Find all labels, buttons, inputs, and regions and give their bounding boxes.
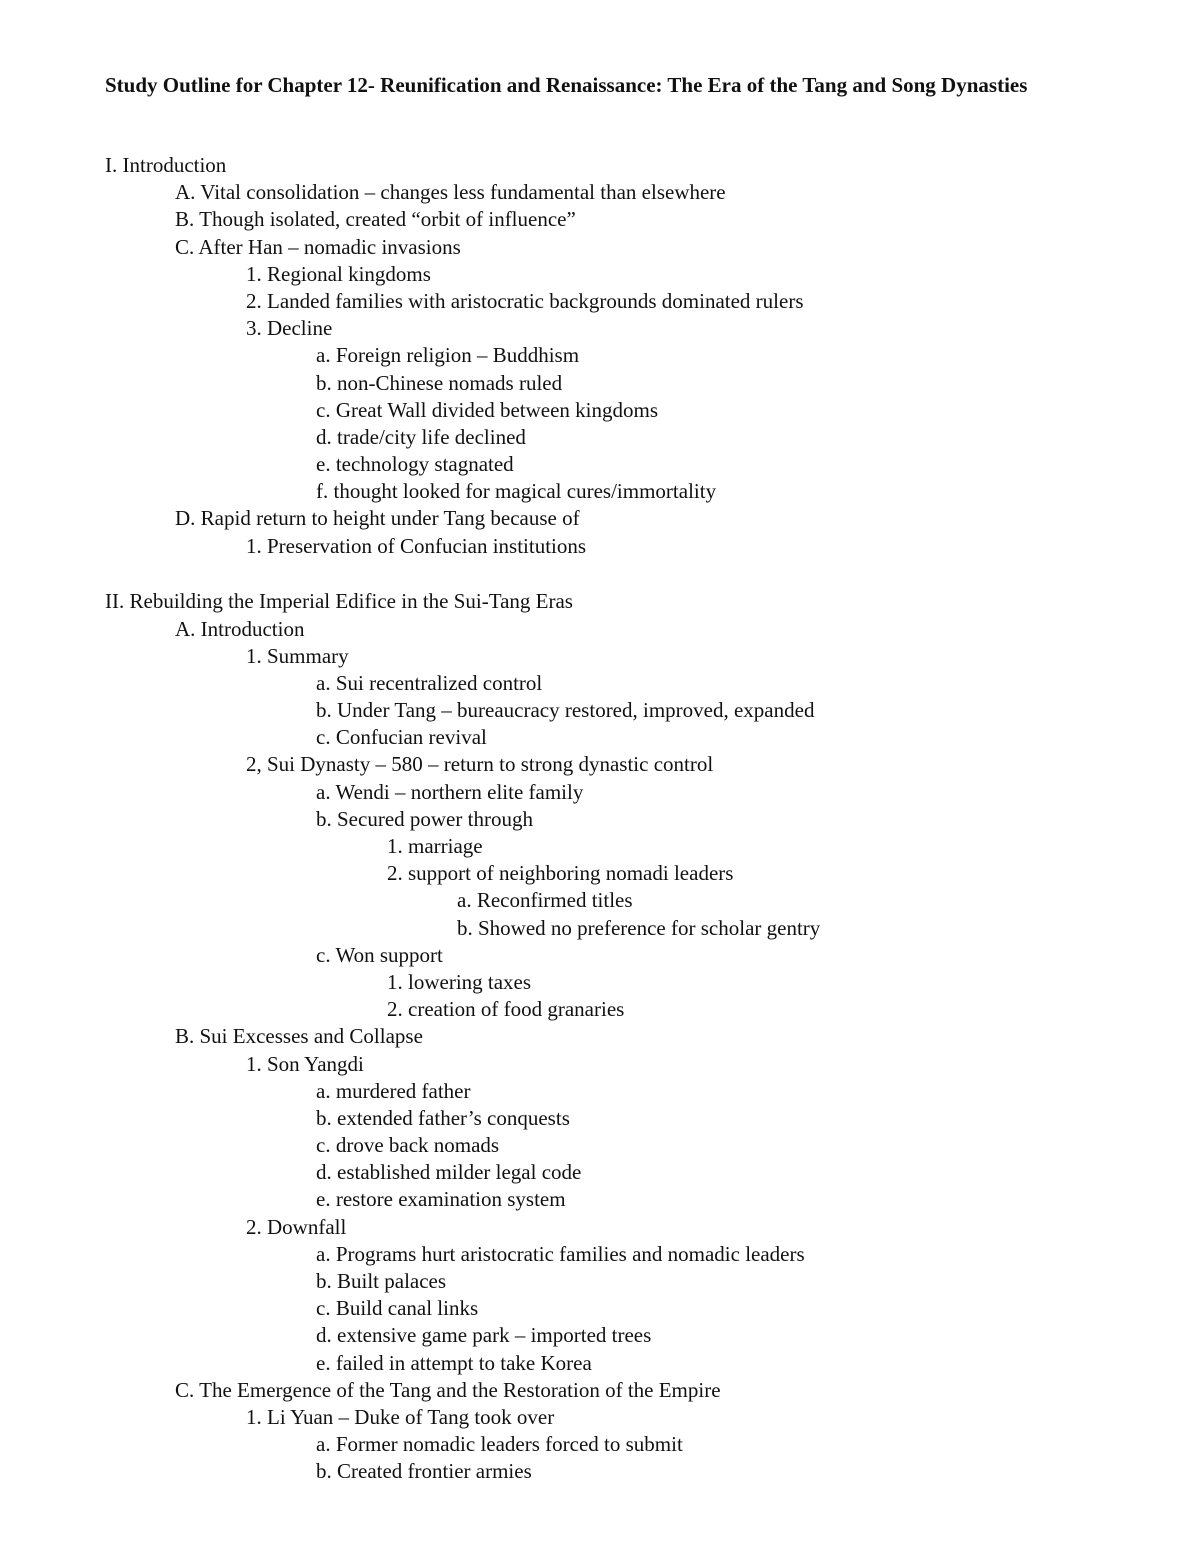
section-heading: I. Introduction (105, 153, 227, 177)
outline-item: e. failed in attempt to take Korea (316, 1350, 592, 1375)
outline-item: b. non-Chinese nomads ruled (316, 370, 563, 395)
outline-item: 3. Decline (246, 316, 333, 341)
outline-item: 1. Summary (246, 643, 349, 668)
outline-item: c. Won support (316, 942, 443, 967)
outline (105, 152, 1155, 1486)
outline-item: e. technology stagnated (316, 452, 514, 477)
outline-item: b. extended father’s conquests (316, 1105, 570, 1130)
outline-item: D. Rapid return to height under Tang because of (175, 506, 580, 531)
outline-item: B. Though isolated, created “orbit of influence” (175, 207, 576, 232)
outline-item: 1. marriage (387, 834, 483, 858)
outline-item: A. Introduction (175, 616, 305, 641)
outline-item: 1. Regional kingdoms (246, 261, 431, 286)
outline-item: 1. Preservation of Confucian institutions (246, 533, 587, 558)
outline-item: a. murdered father (316, 1078, 471, 1103)
outline-item: C. After Han – nomadic invasions (175, 234, 461, 259)
outline-item: a. Wendi – northern elite family (316, 779, 584, 804)
outline-item: e. restore examination system (316, 1187, 566, 1212)
outline-item: b. Secured power through (316, 806, 533, 831)
outline-item: 2. support of neighboring nomadi leaders (387, 861, 734, 886)
outline-item: d. extensive game park – imported trees (316, 1323, 652, 1348)
outline-item: c. Confucian revival (316, 725, 487, 750)
outline-item: 2. Landed families with aristocratic backgrounds dominated rulers (246, 288, 804, 313)
outline-item: a. Sui recentralized control (316, 670, 543, 695)
outline-item: C. The Emergence of the Tang and the Restoration of the Empire (175, 1377, 721, 1402)
outline-item: a. Foreign religion – Buddhism (316, 343, 580, 368)
section-1-list (105, 179, 1155, 560)
outline-item: c. Build canal links (316, 1296, 479, 1321)
outline-item: 1. Li Yuan – Duke of Tang took over (246, 1404, 555, 1429)
outline-item: 2, Sui Dynasty – 580 – return to strong dynastic control (246, 752, 714, 777)
document-title: Study Outline for Chapter 12- Reunification and Renaissance: The Era of the Tang and Song Dynasties (105, 73, 1028, 97)
outline-item: c. Great Wall divided between kingdoms (316, 397, 658, 422)
outline-item: 1. lowering taxes (387, 969, 532, 994)
outline-item: b. Showed no preference for scholar gentry (457, 915, 821, 940)
outline-item: b. Built palaces (316, 1269, 447, 1293)
outline-item: d. trade/city life declined (316, 424, 526, 449)
section-2-list (105, 616, 1155, 1486)
outline-item: c. drove back nomads (316, 1133, 500, 1158)
outline-item: b. Created frontier armies (316, 1459, 532, 1484)
outline-item: a. Reconfirmed titles (457, 888, 633, 913)
outline-item: a. Former nomadic leaders forced to submit (316, 1432, 683, 1457)
outline-item: 1. Son Yangdi (246, 1051, 364, 1076)
section-gap (105, 560, 1155, 589)
outline-item: f. thought looked for magical cures/immortality (316, 479, 717, 504)
outline-item: B. Sui Excesses and Collapse (175, 1024, 423, 1049)
outline-item: d. established milder legal code (316, 1160, 582, 1185)
section-heading: II. Rebuilding the Imperial Edifice in the Sui-Tang Eras (105, 589, 573, 614)
outline-item: 2. Downfall (246, 1214, 347, 1239)
outline-item: b. Under Tang – bureaucracy restored, improved, expanded (316, 698, 815, 723)
outline-item: 2. creation of food granaries (387, 997, 625, 1022)
outline-item: a. Programs hurt aristocratic families and nomadic leaders (316, 1241, 805, 1266)
outline-item: A. Vital consolidation – changes less fundamental than elsewhere (175, 180, 726, 205)
